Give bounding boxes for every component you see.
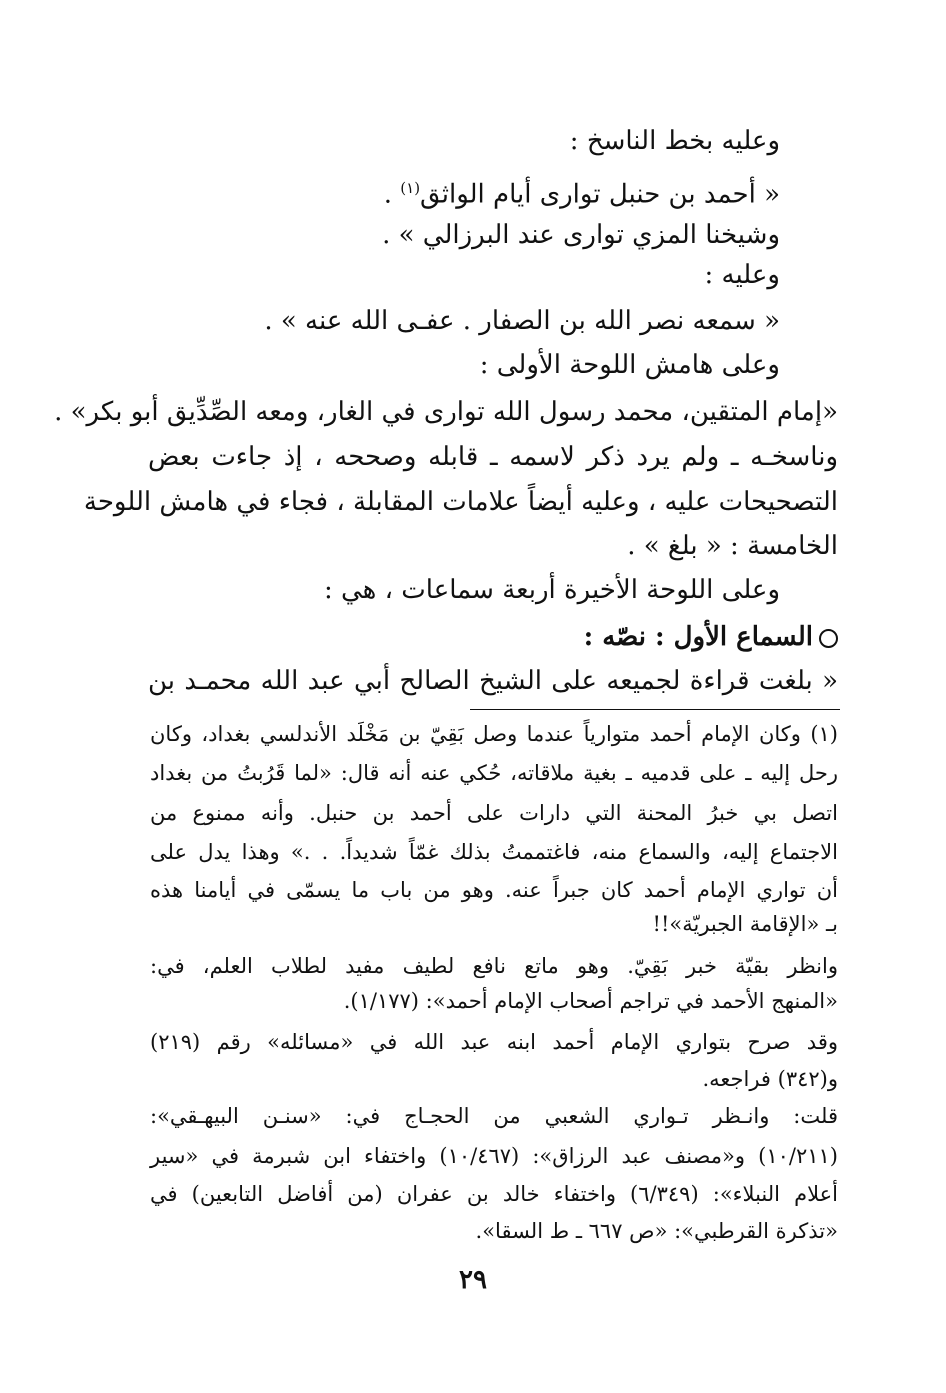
body-line-10: الخامسة : « بلغ » . <box>627 531 838 561</box>
section-heading-text: السماع الأول : نصّه : <box>583 622 813 652</box>
footnote-separator <box>470 709 840 710</box>
body-line-7: «إمام المتقين، محمد رسول الله توارى في الغار، ومعه الصِّدِّيق أبو بكر» . <box>54 397 838 427</box>
footnote-line-8: «المنهج الأحمد في تراجم أصحاب الإمام أحمد»: (١/١٧٧). <box>343 989 838 1013</box>
footnote-line-9: وقد صرح بتواري الإمام أحمد ابنه عبد الله في «مسائله» رقم (٢١٩) <box>150 1030 838 1054</box>
circle-bullet-icon <box>819 629 838 648</box>
footnote-line-3: اتصل بي خبرُ المحنة التي دارات على أحمد بن حنبل. وأنه ممنوع من <box>150 801 838 825</box>
body-line-2 <box>384 168 780 215</box>
footnote-line-4: الاجتماع إليه، والسماع منه، فاغتممتُ بذلك غمّاً شديداً. . .» وهذا يدل على <box>150 840 838 864</box>
footnote-line-14: «تذكرة القرطبي»: «ص ٦٦٧ ـ ط السقا». <box>475 1219 838 1243</box>
body-line-13: « بلغت قراءة لجميعه على الشيخ الصالح أبي عبد الله محمـد بن <box>148 666 838 696</box>
body-line-2-text: « أحمد بن حنبل توارى أيام الواثق <box>420 179 780 210</box>
page-number: ٢٩ <box>459 1265 487 1295</box>
section-heading <box>584 617 838 657</box>
footnote-ref-1: (١) <box>400 179 421 197</box>
footnote-line-13: أعلام النبلاء»: (٦/٣٤٩) واختفاء خالد بن عفران (من أفاضل التابعين) في <box>150 1182 838 1206</box>
footnote-line-12: (١٠/٢١١) و«مصنف عبد الرزاق»: (١٠/٤٦٧) واختفاء ابن شبرمة في «سير <box>150 1144 838 1168</box>
footnote-line-2: رحل إليه ـ على قدميه ـ بغية ملاقاته، حُكي عنه أنه قال: «لما قَرُبتُ من بغداد <box>150 761 838 785</box>
body-line-9: التصحيحات عليه ، وعليه أيضاً علامات المقابلة ، فجاء في هامش اللوحة <box>83 487 838 517</box>
footnote-line-7: وانظر بقيّة خبر بَقِيّ. وهو ماتع نافع لطيف مفيد لطلاب العلم، في: <box>150 954 838 978</box>
body-line-2-end: . <box>383 179 401 210</box>
body-line-11: وعلى اللوحة الأخيرة أربعة سماعات ، هي : <box>323 575 780 605</box>
body-line-8: وناسخـه ـ ولم يرد ذكر لاسمه ـ قابله وصححه ، إذ جاءت بعض <box>148 442 838 472</box>
body-line-4: وعليه : <box>704 260 780 290</box>
footnote-line-1: (١) وكان الإمام أحمد متوارياً عندما وصل بَقِيّ بن مَخْلَد الأندلسي بغداد، وكان <box>150 722 838 746</box>
footnote-line-5: أن تواري الإمام أحمد كان جبراً عنه. وهو من باب ما يسمّى في أيامنا هذه <box>150 878 838 902</box>
footnote-line-6: بـ «الإقامة الجبريّة»!! <box>652 912 838 936</box>
footnote-line-11: قلت: وانـظر تـواري الشعبي من الحجـاج في: «سنـن البيهـقي»: <box>150 1104 838 1128</box>
body-line-5: « سمعه نصر الله بن الصفار . عفـى الله عنه » . <box>264 306 780 336</box>
body-line-3: وشيخنا المزي توارى عند البرزالي » . <box>382 220 780 250</box>
body-line-6: وعلى هامش اللوحة الأولى : <box>479 350 780 380</box>
footnote-line-10: و(٣٤٢) فراجعه. <box>702 1067 838 1091</box>
body-line-1: وعليه بخط الناسخ : <box>569 126 780 156</box>
